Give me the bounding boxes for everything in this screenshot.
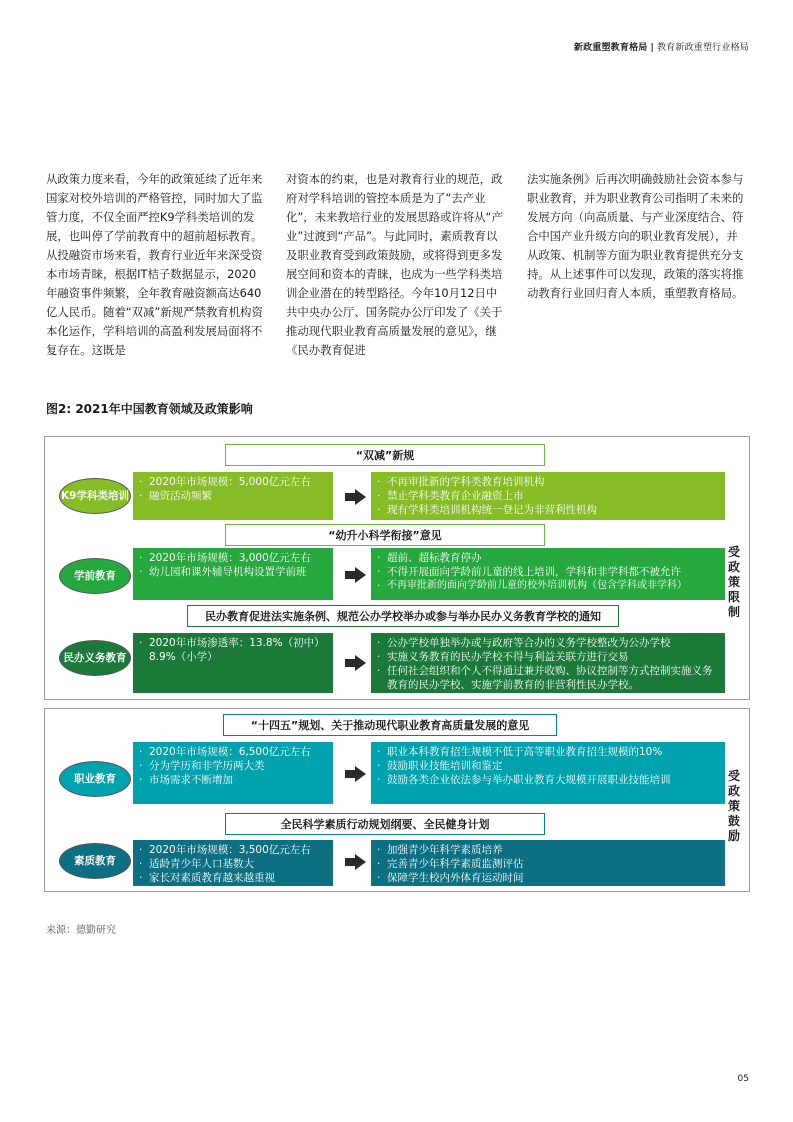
impact-item: 鼓励各类企业依法参与举办职业教育大规模开展职业技能培训 bbox=[387, 774, 671, 786]
impact-item: 加强青少年科学素质培养 bbox=[387, 844, 503, 856]
k9-facts: · 2020年市场规模：5,000亿元左右 · 融资活动频繁 bbox=[133, 472, 333, 520]
figure-source: 来源：德勤研究 bbox=[46, 925, 116, 936]
sector-k9: K9学科类培训 bbox=[59, 478, 131, 514]
page-number: 05 bbox=[737, 1074, 749, 1084]
sector-private: 民办义务教育 bbox=[59, 640, 131, 676]
arrow-icon bbox=[345, 489, 367, 505]
policy-private: 民办教育促进法实施条例、规范公办学校举办或参与举办民办义务教育学校的通知 bbox=[187, 605, 619, 627]
impact-item: 禁止学科类教育企业融资上市 bbox=[387, 490, 524, 502]
sector-vocational: 职业教育 bbox=[59, 761, 131, 797]
private-facts: · 2020年市场渗透率：13.8%（初中）8.9%（小学） bbox=[133, 633, 333, 693]
encouraged-group bbox=[44, 708, 750, 892]
encouraged-label: 受政策鼓励 bbox=[727, 769, 740, 843]
body-column-1: 从政策力度来看，今年的政策延续了近年来国家对校外培训的严格管控，同时加大了监管力度，不仅全面严控K9学科类培训的发展，也叫停了学前教育中的超前超标教育。从投融资市场来看，教育行业近年来深受资本市场青睐，根据IT桔子数据显示，2020年融资事件频繁，全年教育融资额高达640亿人民币。随着“双减”新规严禁教育机构资本化运作，学科培训的高盈利发展局面将不复存在。这既是 bbox=[46, 172, 263, 357]
fact-item: 分为学历和非学历两大类 bbox=[149, 760, 265, 772]
policy-double-reduction: “双减”新规 bbox=[225, 444, 545, 466]
fact-item: 市场需求不断增加 bbox=[149, 774, 233, 786]
private-impacts: · 公办学校单独举办或与政府等合办的义务学校整改为公办学校 · 实施义务教育的民办学校不得与利益关联方进行交易 · 任何社会组织和个人不得通过兼并收购、协议控制等方式控制实施义务教育的民办学校、实施学前教育的非营利性民办学校。 bbox=[371, 633, 725, 693]
impact-item: 实施义务教育的民办学校不得与利益关联方进行交易 bbox=[387, 651, 629, 663]
impact-item: 不再审批新的面向学龄前儿童的校外培训机构（包含学科或非学科） bbox=[387, 580, 687, 591]
impact-item: 任何社会组织和个人不得通过兼并收购、协议控制等方式控制实施义务教育的民办学校、实施学前教育的非营利性民办学校。 bbox=[387, 665, 713, 691]
fact-item: 2020年市场规模：5,000亿元左右 bbox=[149, 476, 311, 488]
body-column-2: 对资本的约束，也是对教育行业的规范，政府对学科培训的管控本质是为了“去产业化”，未来教培行业的发展思路或许将从“产业”过渡到“产品”。与此同时，素质教育以及职业教育受到政策鼓励，或将得到更多发展空间和资本的青睐，也成为一些学科类培训企业潜在的转型路径。今年10月12日中共中央办公厅、国务院办公厅印发了《关于推动现代职业教育高质量发展的意见》，继《民办教育促进 bbox=[286, 172, 503, 357]
vocational-facts: · 2020年市场规模：6,500亿元左右 · 分为学历和非学历两大类 · 市场需求不断增加 bbox=[133, 742, 333, 804]
policy-vocational: “十四五”规划、关于推动现代职业教育高质量发展的意见 bbox=[223, 714, 557, 736]
fact-item: 融资活动频繁 bbox=[149, 490, 212, 502]
impact-item: 保障学生校内外体育运动时间 bbox=[387, 872, 524, 884]
impact-item: 鼓励职业技能培训和鉴定 bbox=[387, 760, 503, 772]
impact-item: 不得开展面向学龄前儿童的线上培训，学科和非学科都不被允许 bbox=[387, 566, 681, 578]
header-separator: | bbox=[650, 43, 654, 53]
body-column-3: 法实施条例》后再次明确鼓励社会资本参与职业教育，并为职业教育公司指明了未来的发展方向（向高质量、与产业深度结合、符合中国产业升级方向的职业教育发展），并从政策、机制等方面为职业教育提供充分支持。从上述事件可以发现，政策的落实将推动教育行业回归育人本质，重塑教育格局。 bbox=[527, 172, 744, 300]
fact-item: 幼儿园和课外辅导机构设置学前班 bbox=[149, 566, 307, 578]
policy-preschool: “幼升小科学衔接”意见 bbox=[225, 524, 545, 546]
impact-item: 超前、超标教育停办 bbox=[387, 552, 482, 564]
vocational-impacts: · 职业本科教育招生规模不低于高等职业教育招生规模的10% · 鼓励职业技能培训和鉴定 · 鼓励各类企业依法参与举办职业教育大规模开展职业技能培训 bbox=[371, 742, 725, 804]
page-header bbox=[574, 40, 749, 53]
impact-item: 职业本科教育招生规模不低于高等职业教育招生规模的10% bbox=[387, 746, 663, 758]
fact-item: 2020年市场规模：3,500亿元左右 bbox=[149, 844, 311, 856]
policy-quality: 全民科学素质行动规划纲要、全民健身计划 bbox=[225, 813, 545, 835]
sector-preschool: 学前教育 bbox=[59, 558, 131, 594]
impact-item: 不再审批新的学科类教育培训机构 bbox=[387, 476, 545, 488]
fact-item: 适龄青少年人口基数大 bbox=[149, 858, 254, 870]
sector-quality: 素质教育 bbox=[59, 843, 131, 879]
section-title: 教育新政重塑行业格局 bbox=[656, 43, 749, 53]
quality-facts: · 2020年市场规模：3,500亿元左右 · 适龄青少年人口基数大 · 家长对素质教育越来越重视 bbox=[133, 840, 333, 886]
fact-item: 家长对素质教育越来越重视 bbox=[149, 872, 275, 884]
arrow-icon bbox=[345, 766, 367, 782]
impact-item: 公办学校单独举办或与政府等合办的义务学校整改为公办学校 bbox=[387, 637, 671, 649]
preschool-facts: · 2020年市场规模：3,000亿元左右 · 幼儿园和课外辅导机构设置学前班 bbox=[133, 548, 333, 600]
restricted-label: 受政策限制 bbox=[727, 545, 740, 619]
fact-item: 2020年市场规模：6,500亿元左右 bbox=[149, 746, 311, 758]
restricted-group bbox=[44, 436, 750, 700]
impact-item: 现有学科类培训机构统一登记为非营利性机构 bbox=[387, 504, 597, 516]
k9-impacts: · 不再审批新的学科类教育培训机构 · 禁止学科类教育企业融资上市 · 现有学科类培训机构统一登记为非营利性机构 bbox=[371, 472, 725, 520]
arrow-icon bbox=[345, 655, 367, 671]
arrow-icon bbox=[345, 854, 367, 870]
report-title: 新政重塑教育格局 bbox=[573, 43, 648, 53]
preschool-impacts: · 超前、超标教育停办 · 不得开展面向学龄前儿童的线上培训，学科和非学科都不被允许 · 不再审批新的面向学龄前儿童的校外培训机构（包含学科或非学科） bbox=[371, 548, 725, 600]
figure-title: 图2: 2021年中国教育领域及政策影响 bbox=[46, 402, 253, 416]
arrow-icon bbox=[345, 567, 367, 583]
quality-impacts: · 加强青少年科学素质培养 · 完善青少年科学素质监测评估 · 保障学生校内外体育运动时间 bbox=[371, 840, 725, 886]
impact-item: 完善青少年科学素质监测评估 bbox=[387, 858, 524, 870]
fact-item: 2020年市场规模：3,000亿元左右 bbox=[149, 552, 311, 564]
fact-item: 2020年市场渗透率：13.8%（初中）8.9%（小学） bbox=[149, 637, 325, 663]
